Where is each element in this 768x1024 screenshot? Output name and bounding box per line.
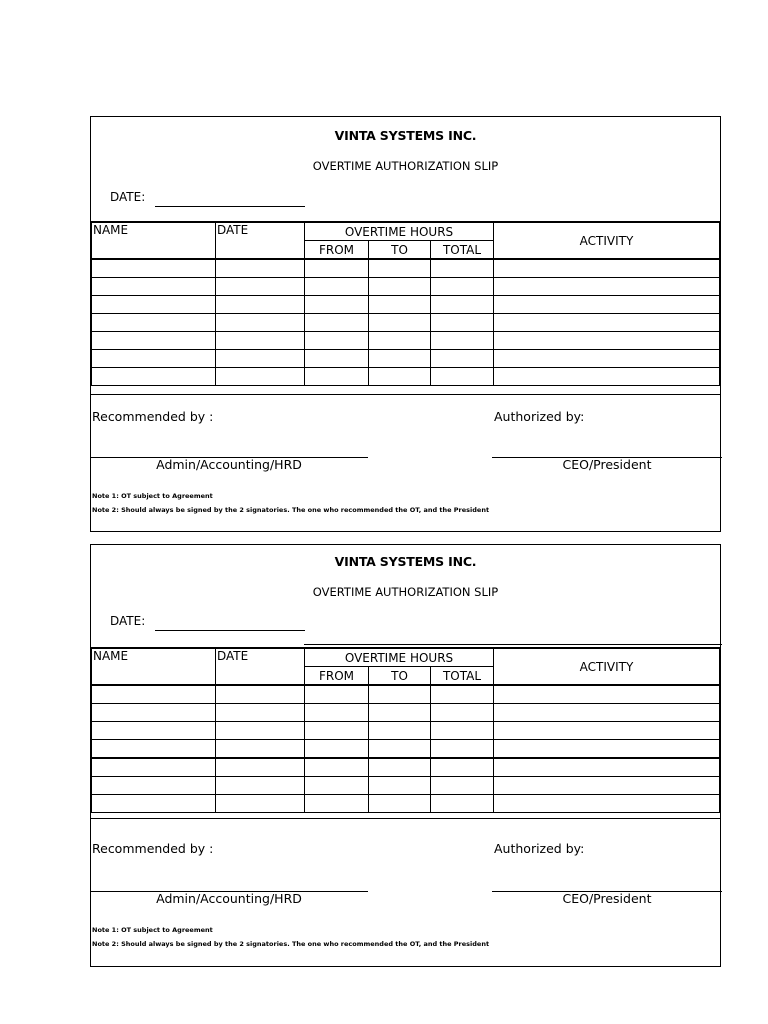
overtime-table [91, 221, 720, 386]
total-cell[interactable] [431, 259, 494, 278]
table-row [92, 296, 720, 314]
name-cell[interactable] [92, 278, 216, 296]
date-cell[interactable] [216, 704, 305, 722]
activity-cell[interactable] [494, 795, 720, 813]
total-cell[interactable] [431, 740, 494, 759]
name-cell[interactable] [92, 332, 216, 350]
activity-cell[interactable] [494, 685, 720, 704]
note-2: Note 2: Should always be signed by the 2 signatories. The one who recommended the OT, and the President [92, 506, 490, 514]
total-cell[interactable] [431, 777, 494, 795]
total-cell[interactable] [431, 368, 494, 386]
name-cell[interactable] [92, 350, 216, 368]
table-row [92, 685, 720, 704]
from-cell[interactable] [305, 368, 369, 386]
column-header-date-cont [216, 241, 305, 260]
note-2: Note 2: Should always be signed by the 2 signatories. The one who recommended the OT, and the President [92, 940, 490, 948]
name-cell[interactable] [92, 704, 216, 722]
total-cell[interactable] [431, 704, 494, 722]
date-field[interactable] [155, 630, 305, 631]
name-cell[interactable] [92, 259, 216, 278]
to-cell[interactable] [369, 722, 431, 740]
column-header-date: DATE [216, 648, 305, 667]
from-cell[interactable] [305, 758, 369, 777]
from-cell[interactable] [305, 259, 369, 278]
column-header-from: FROM [305, 667, 369, 686]
column-header-name: NAME [92, 648, 216, 667]
table-row [92, 777, 720, 795]
activity-cell[interactable] [494, 314, 720, 332]
from-cell[interactable] [305, 350, 369, 368]
table-row [92, 259, 720, 278]
name-cell[interactable] [92, 777, 216, 795]
from-cell[interactable] [305, 314, 369, 332]
activity-cell[interactable] [494, 350, 720, 368]
table-row [92, 368, 720, 386]
table-row [92, 704, 720, 722]
date-cell[interactable] [216, 278, 305, 296]
column-header-date: DATE [216, 222, 305, 241]
name-cell[interactable] [92, 368, 216, 386]
from-cell[interactable] [305, 332, 369, 350]
table-top-rule [304, 644, 722, 645]
table-row [92, 278, 720, 296]
table-row [92, 740, 720, 759]
date-field[interactable] [155, 206, 305, 207]
column-header-total: TOTAL [431, 667, 494, 686]
column-header-name-cont [92, 667, 216, 686]
from-cell[interactable] [305, 740, 369, 759]
total-cell[interactable] [431, 332, 494, 350]
from-cell[interactable] [305, 722, 369, 740]
authorizer-title: CEO/President [562, 891, 652, 906]
table-row [92, 795, 720, 813]
total-cell[interactable] [431, 278, 494, 296]
column-header-total: TOTAL [431, 241, 494, 260]
to-cell[interactable] [369, 278, 431, 296]
name-cell[interactable] [92, 758, 216, 777]
date-cell[interactable] [216, 722, 305, 740]
name-cell[interactable] [92, 722, 216, 740]
date-cell[interactable] [216, 259, 305, 278]
table-row [92, 332, 720, 350]
recommender-title: Admin/Accounting/HRD [156, 891, 302, 906]
table-row [92, 758, 720, 777]
to-cell[interactable] [369, 704, 431, 722]
recommended-by-label: Recommended by : [92, 841, 214, 856]
total-cell[interactable] [431, 350, 494, 368]
to-cell[interactable] [369, 795, 431, 813]
date-cell[interactable] [216, 777, 305, 795]
to-cell[interactable] [369, 350, 431, 368]
total-cell[interactable] [431, 722, 494, 740]
to-cell[interactable] [369, 777, 431, 795]
column-header-activity: ACTIVITY [494, 648, 720, 685]
to-cell[interactable] [369, 332, 431, 350]
column-header-from: FROM [305, 241, 369, 260]
activity-cell[interactable] [494, 278, 720, 296]
date-cell[interactable] [216, 740, 305, 759]
total-cell[interactable] [431, 685, 494, 704]
to-cell[interactable] [369, 296, 431, 314]
date-cell[interactable] [216, 350, 305, 368]
table-row [92, 314, 720, 332]
from-cell[interactable] [305, 704, 369, 722]
date-cell[interactable] [216, 368, 305, 386]
name-cell[interactable] [92, 685, 216, 704]
column-header-activity: ACTIVITY [494, 222, 720, 259]
date-cell[interactable] [216, 314, 305, 332]
table-row [92, 722, 720, 740]
column-header-overtime-hours: OVERTIME HOURS [305, 648, 494, 667]
authorizer-title: CEO/President [562, 457, 652, 472]
date-cell[interactable] [216, 296, 305, 314]
from-cell[interactable] [305, 795, 369, 813]
to-cell[interactable] [369, 314, 431, 332]
activity-cell[interactable] [494, 259, 720, 278]
date-cell[interactable] [216, 758, 305, 777]
activity-cell[interactable] [494, 777, 720, 795]
overtime-table [91, 647, 720, 813]
date-cell[interactable] [216, 685, 305, 704]
from-cell[interactable] [305, 685, 369, 704]
from-cell[interactable] [305, 278, 369, 296]
date-label: DATE: [110, 614, 146, 628]
slip-title: OVERTIME AUTHORIZATION SLIP [312, 585, 499, 599]
activity-cell[interactable] [494, 368, 720, 386]
column-header-to: TO [369, 241, 431, 260]
column-header-to: TO [369, 667, 431, 686]
column-header-name-cont [92, 241, 216, 260]
recommender-title: Admin/Accounting/HRD [156, 457, 302, 472]
date-label: DATE: [110, 190, 146, 204]
name-cell[interactable] [92, 314, 216, 332]
total-cell[interactable] [431, 296, 494, 314]
to-cell[interactable] [369, 259, 431, 278]
to-cell[interactable] [369, 758, 431, 777]
name-cell[interactable] [92, 296, 216, 314]
note-1: Note 1: OT subject to Agreement [92, 926, 213, 934]
table-bottom-rule [91, 394, 720, 395]
column-header-name: NAME [92, 222, 216, 241]
slip-title: OVERTIME AUTHORIZATION SLIP [312, 159, 499, 173]
activity-cell[interactable] [494, 740, 720, 759]
authorized-by-label: Authorized by: [494, 841, 585, 856]
table-row [92, 350, 720, 368]
overtime-slip-2 [90, 544, 721, 967]
table-bottom-rule [91, 818, 720, 819]
overtime-slip-1 [90, 116, 721, 532]
total-cell[interactable] [431, 758, 494, 777]
from-cell[interactable] [305, 777, 369, 795]
company-name: VINTA SYSTEMS INC. [334, 128, 477, 143]
column-header-date-cont [216, 667, 305, 686]
authorized-by-label: Authorized by: [494, 409, 585, 424]
note-1: Note 1: OT subject to Agreement [92, 492, 213, 500]
activity-cell[interactable] [494, 296, 720, 314]
to-cell[interactable] [369, 685, 431, 704]
to-cell[interactable] [369, 740, 431, 759]
total-cell[interactable] [431, 795, 494, 813]
name-cell[interactable] [92, 795, 216, 813]
activity-cell[interactable] [494, 758, 720, 777]
company-name: VINTA SYSTEMS INC. [334, 554, 477, 569]
date-cell[interactable] [216, 795, 305, 813]
activity-cell[interactable] [494, 704, 720, 722]
to-cell[interactable] [369, 368, 431, 386]
column-header-overtime-hours: OVERTIME HOURS [305, 222, 494, 241]
from-cell[interactable] [305, 296, 369, 314]
name-cell[interactable] [92, 740, 216, 759]
activity-cell[interactable] [494, 332, 720, 350]
recommended-by-label: Recommended by : [92, 409, 214, 424]
date-cell[interactable] [216, 332, 305, 350]
activity-cell[interactable] [494, 722, 720, 740]
total-cell[interactable] [431, 314, 494, 332]
